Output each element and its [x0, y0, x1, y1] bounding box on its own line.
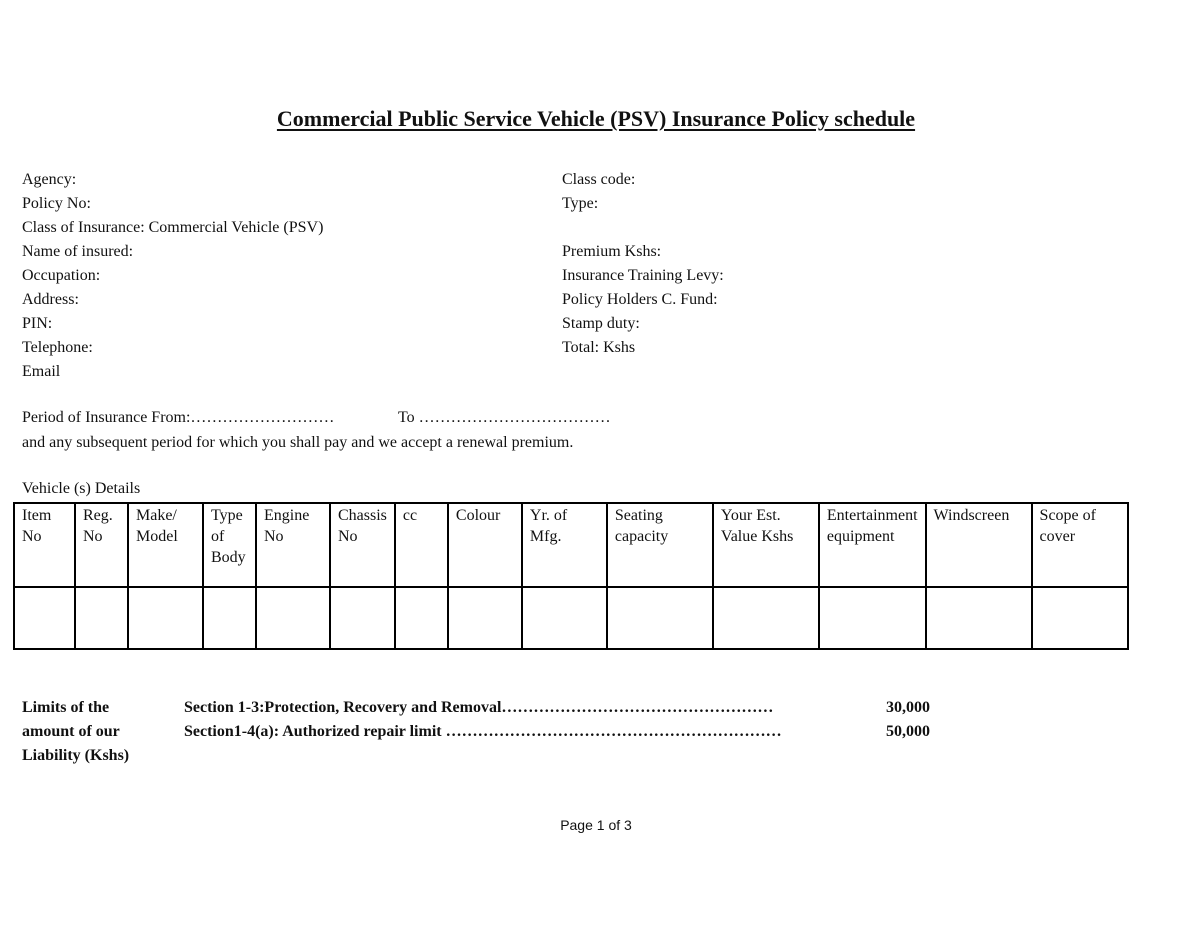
class-code-label: Class code:: [562, 171, 636, 188]
pin-label: PIN:: [22, 315, 53, 332]
table-header-row: [14, 503, 1128, 587]
stamp-duty-label: Stamp duty:: [562, 315, 640, 332]
vehicle-details-table: [13, 502, 1129, 650]
column-header-make-model: Make/ Model: [128, 503, 203, 587]
class-of-insurance-label: Class of Insurance: Commercial Vehicle (PSV): [22, 219, 324, 236]
table-cell: [395, 587, 448, 649]
limits-heading-line1: Limits of the: [22, 699, 110, 716]
column-header-year-of-mfg: Yr. of Mfg.: [522, 503, 607, 587]
vehicle-details-caption: Vehicle (s) Details: [22, 480, 141, 497]
table-cell: [330, 587, 395, 649]
section-1-4a-label: Section1-4(a): Authorized repair limit ………………………………………………………: [184, 723, 782, 740]
column-header-scope-of-cover: Scope of cover: [1032, 503, 1128, 587]
limits-heading-line3: Liability (Kshs): [22, 747, 130, 764]
name-of-insured-label: Name of insured:: [22, 243, 134, 260]
table-row: [14, 587, 1128, 649]
document-title: Commercial Public Service Vehicle (PSV) Insurance Policy schedule: [276, 106, 916, 131]
page-number: Page 1 of 3: [560, 817, 632, 833]
column-header-seating-capacity: Seating capacity: [607, 503, 713, 587]
table-cell: [448, 587, 522, 649]
address-label: Address:: [22, 291, 79, 308]
table-cell: [926, 587, 1032, 649]
agency-label: Agency:: [22, 171, 77, 188]
limits-heading-line2: amount of our: [22, 723, 120, 740]
table-cell: [256, 587, 330, 649]
column-header-type-of-body: Type of Body: [203, 503, 256, 587]
table-cell: [819, 587, 926, 649]
column-header-colour: Colour: [448, 503, 522, 587]
policy-no-label: Policy No:: [22, 195, 91, 212]
column-header-item-no: Item No: [14, 503, 75, 587]
table-cell: [1032, 587, 1128, 649]
email-label: Email: [22, 363, 61, 380]
table-cell: [203, 587, 256, 649]
period-from-label: Period of Insurance From:………………………: [22, 409, 335, 426]
section-1-4a-value: 50,000: [886, 723, 930, 740]
total-label: Total: Kshs: [562, 339, 636, 356]
column-header-cc: cc: [395, 503, 448, 587]
column-header-entertainment-equipment: Entertainment equipment: [819, 503, 926, 587]
column-header-est-value: Your Est. Value Kshs: [713, 503, 819, 587]
occupation-label: Occupation:: [22, 267, 101, 284]
table-cell: [75, 587, 128, 649]
section-1-3-label: Section 1-3:Protection, Recovery and Removal……………………………………………: [184, 699, 774, 716]
table-cell: [607, 587, 713, 649]
telephone-label: Telephone:: [22, 339, 93, 356]
table-cell: [128, 587, 203, 649]
table-cell: [522, 587, 607, 649]
period-to-label: To ………………………………: [398, 409, 611, 426]
table-cell: [14, 587, 75, 649]
premium-label: Premium Kshs:: [562, 243, 662, 260]
renewal-text: and any subsequent period for which you shall pay and we accept a renewal premium.: [22, 434, 574, 451]
column-header-reg-no: Reg. No: [75, 503, 128, 587]
policy-holders-fund-label: Policy Holders C. Fund:: [562, 291, 718, 308]
training-levy-label: Insurance Training Levy:: [562, 267, 724, 284]
column-header-chassis-no: Chassis No: [330, 503, 395, 587]
table-cell: [713, 587, 819, 649]
column-header-engine-no: Engine No: [256, 503, 330, 587]
type-label: Type:: [562, 195, 599, 212]
section-1-3-value: 30,000: [886, 699, 930, 716]
column-header-windscreen: Windscreen: [926, 503, 1032, 587]
